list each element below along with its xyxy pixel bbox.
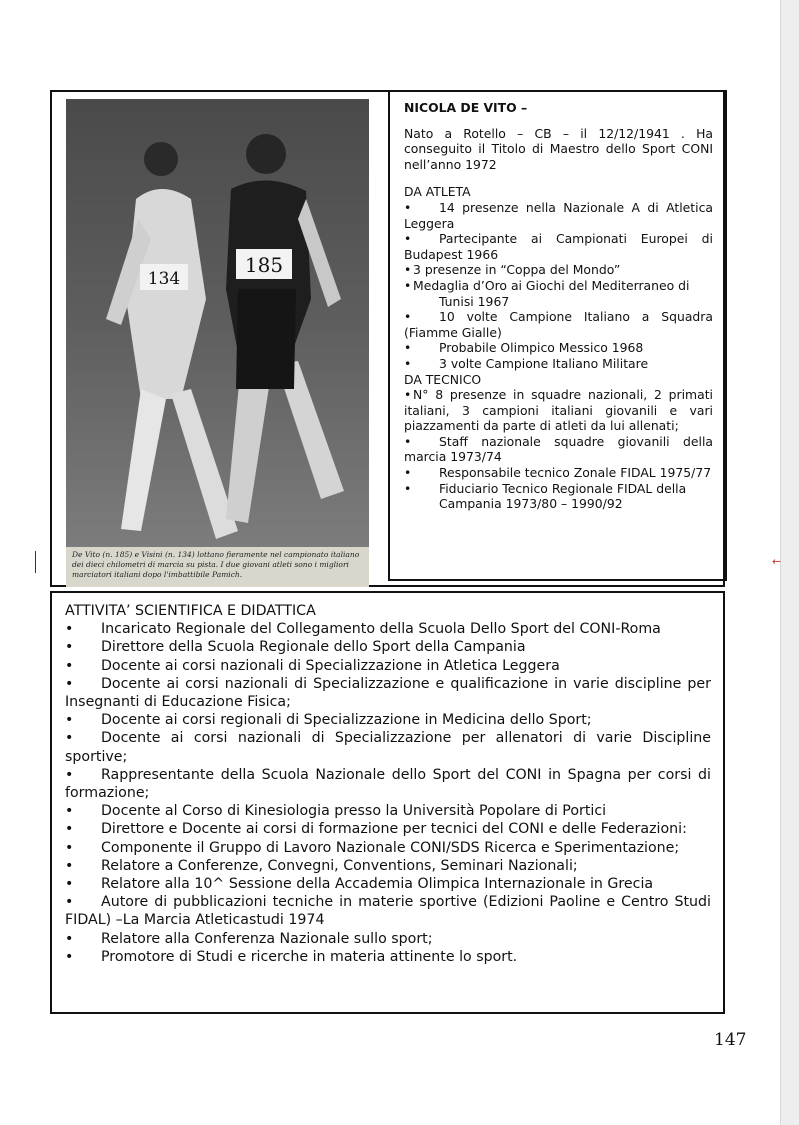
list-item: • Probabile Olimpico Messico 1968 bbox=[404, 340, 644, 356]
athlete-photo bbox=[66, 99, 369, 587]
activities-box bbox=[50, 591, 725, 1014]
list-item: • Partecipante ai Campionati Europei di Budapest 1966 bbox=[404, 231, 713, 262]
photo-caption: De Vito (n. 185) e Visini (n. 134) lottano fieramente nel campionato italiano dei dieci chilometri di marcia su pista. I due giovani atleti sono i migliori marciatori italiani dopo l'imbattibile Pamich. bbox=[66, 547, 369, 587]
activities-list bbox=[65, 620, 711, 966]
list-item: • Relatore alla 10^ Sessione della Accademia Olimpica Internazionale in Grecia bbox=[65, 876, 654, 893]
list-item: • Rappresentante della Scuola Nazionale dello Sport del CONI in Spagna per corsi di formazione; bbox=[65, 766, 711, 802]
list-item: • Promotore di Studi e ricerche in materia attinente lo sport. bbox=[65, 948, 518, 965]
list-item: • Direttore e Docente ai corsi di formazione per tecnici del CONI e delle Federazioni: bbox=[65, 821, 687, 838]
athlete-name bbox=[404, 100, 713, 116]
athlete-name-dash: – bbox=[520, 100, 528, 115]
list-item: • Medaglia d’Oro ai Giochi del Mediterraneo di Tunisi 1967 bbox=[404, 277, 690, 309]
profile-panel bbox=[388, 90, 727, 581]
list-item: • Docente ai corsi nazionali di Specializzazione e qualificazione in varie discipline per Insegnanti di Educazione Fisica; bbox=[65, 675, 711, 711]
list-item: • Responsabile tecnico Zonale FIDAL 1975/77 bbox=[404, 465, 712, 481]
list-item: • Docente ai corsi nazionali di Specializzazione per allenatori di varie Discipline sportive; bbox=[65, 730, 711, 765]
list-item: • Staff nazionale squadre giovanili della marcia 1973/74 bbox=[404, 433, 713, 465]
list-item: • Docente ai corsi regionali di Specializzazione in Medicina dello Sport; bbox=[65, 712, 592, 729]
page-number: 147 bbox=[714, 1030, 747, 1050]
list-item: • Incaricato Regionale del Collegamento della Scuola Dello Sport del CONI-Roma bbox=[65, 621, 661, 638]
list-item: • Relatore a Conferenze, Convegni, Conventions, Seminari Nazionali; bbox=[65, 857, 578, 874]
list-item: • Autore di pubblicazioni tecniche in materie sportive (Edizioni Paoline e Centro Studi FIDAL) –La Marcia Atleticastudi 1974 bbox=[65, 894, 711, 929]
athlete-achievements-list bbox=[404, 200, 713, 372]
list-item: • Direttore della Scuola Regionale dello Sport della Campania bbox=[65, 639, 526, 656]
list-item: • 3 volte Campione Italiano Militare bbox=[404, 355, 649, 371]
list-item: • 3 presenze in “Coppa del Mondo” bbox=[404, 262, 621, 278]
athlete-name-text: NICOLA DE VITO bbox=[404, 100, 517, 115]
race-walkers-illustration bbox=[66, 99, 369, 547]
arrow-icon: ← bbox=[772, 555, 782, 568]
list-item: • Relatore alla Conferenza Nazionale sullo sport; bbox=[65, 930, 433, 947]
activities-heading: ATTIVITA’ SCIENTIFICA E DIDATTICA bbox=[65, 603, 316, 619]
coach-achievements-list bbox=[404, 387, 713, 512]
list-item: • Docente ai corsi nazionali di Specializzazione in Atletica Leggera bbox=[65, 657, 560, 674]
list-item: • Docente al Corso di Kinesiologia presso la Università Popolare di Portici bbox=[65, 803, 607, 820]
profile-box bbox=[50, 90, 725, 587]
margin-mark bbox=[35, 551, 36, 573]
svg-text:185: 185 bbox=[244, 253, 284, 277]
coach-heading: DA TECNICO bbox=[404, 371, 482, 387]
list-item: • 10 volte Campione Italiano a Squadra (Fiamme Gialle) bbox=[404, 309, 713, 340]
list-item: • Componente il Gruppo di Lavoro Nazionale CONI/SDS Ricerca e Sperimentazione; bbox=[65, 839, 680, 856]
biography: Nato a Rotello – CB – il 12/12/1941 . Ha conseguito il Titolo di Maestro dello Sport CONI nell’anno 1972 bbox=[404, 125, 713, 172]
athlete-heading: DA ATLETA bbox=[404, 184, 471, 200]
list-item: • N° 8 presenze in squadre nazionali, 2 primati italiani, 3 campioni italiani giovanili e vari piazzamenti da parte di atleti da lui allenati; bbox=[404, 387, 713, 434]
list-item: • 14 presenze nella Nazionale A di Atletica Leggera bbox=[404, 199, 713, 231]
viewer-scroll-strip[interactable] bbox=[780, 0, 799, 1125]
list-item: • Fiduciario Tecnico Regionale FIDAL della Campania 1973/80 – 1990/92 bbox=[404, 480, 687, 512]
svg-text:134: 134 bbox=[147, 269, 181, 289]
